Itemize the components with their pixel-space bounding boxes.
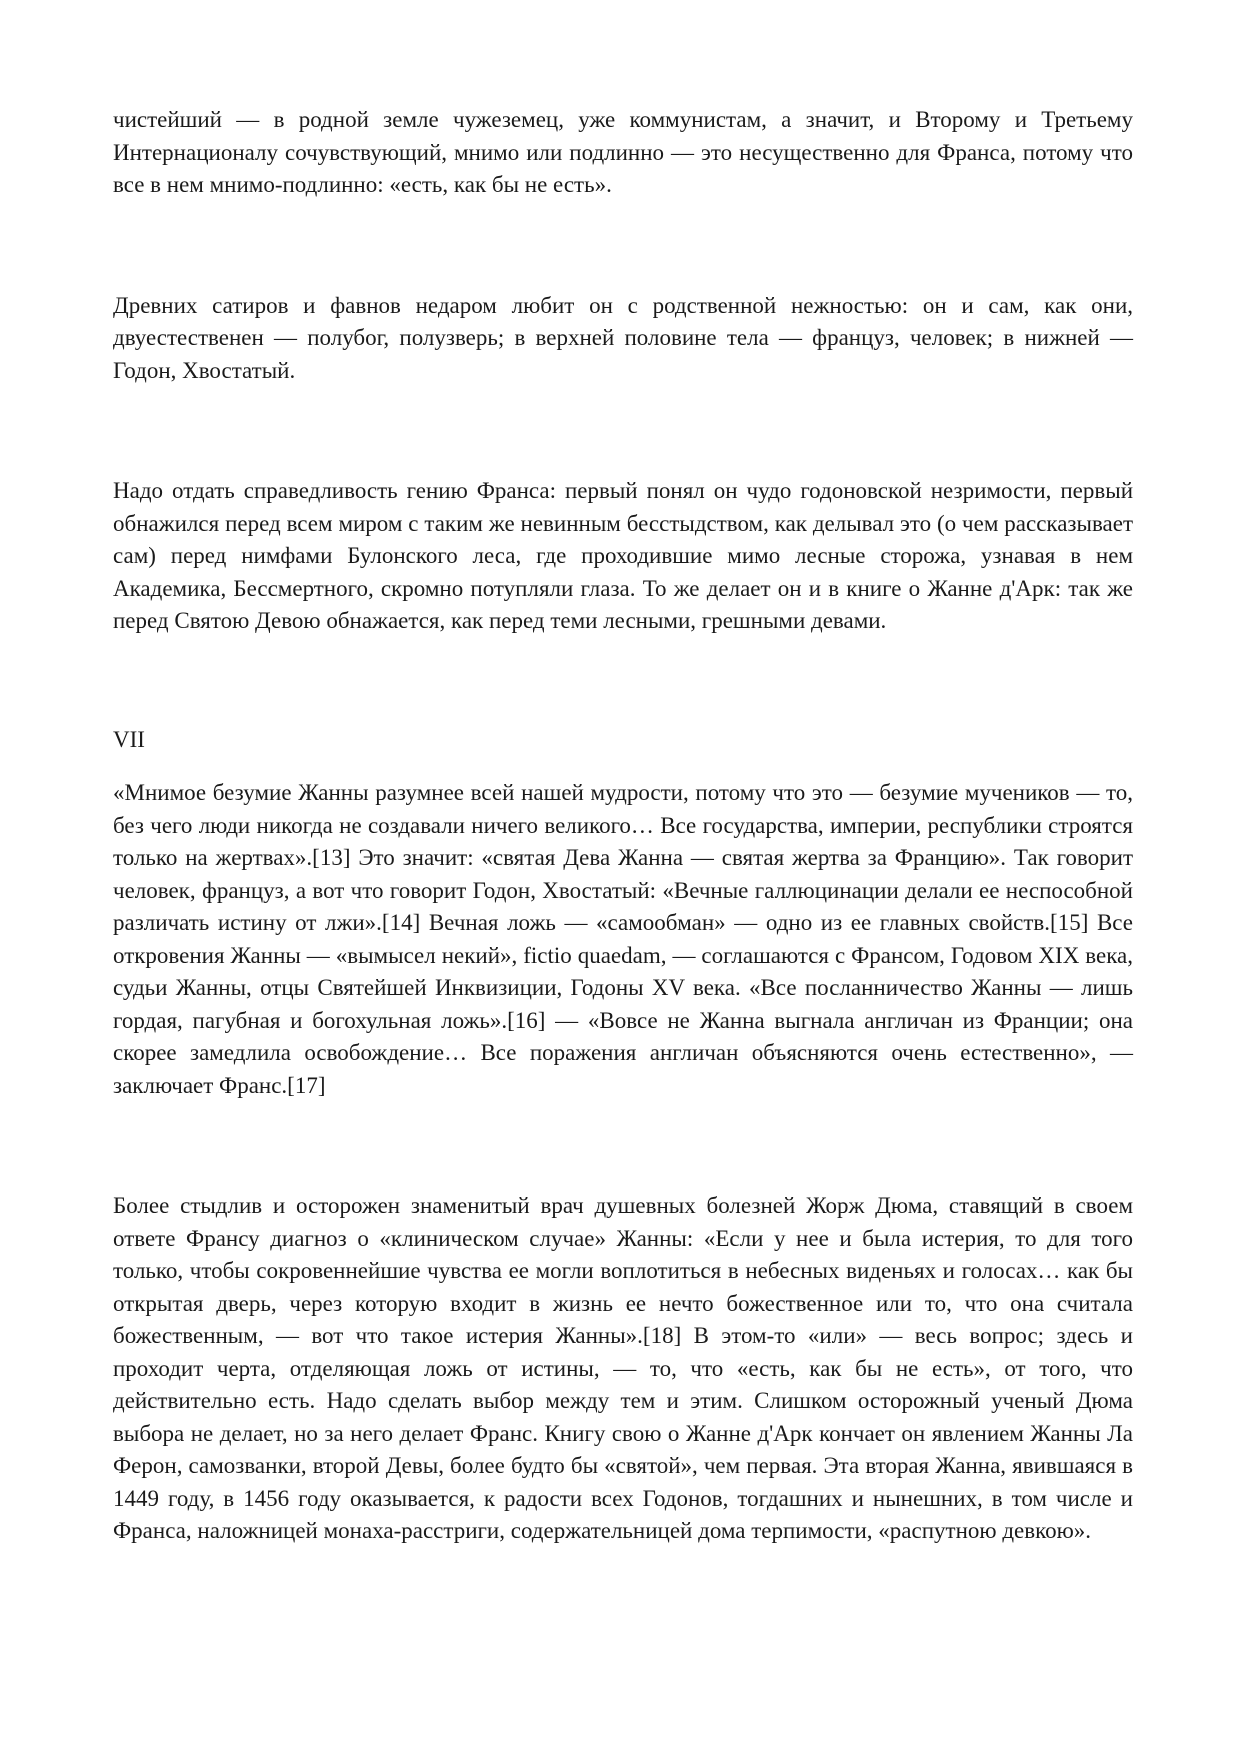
paragraph: чистейший — в родной земле чужеземец, уже коммунистам, а значит, и Второму и Третьему Интернационалу сочувствующий, мнимо или подлинно — это несущественно для Франса, потому что все в нем мнимо-подлинно: «есть, как бы не есть». (113, 107, 1133, 197)
paragraph: Надо отдать справедливость гению Франса: первый понял он чудо годоновской незримости, первый обнажился перед всем миром с таким же невинным бесстыдством, как делывал это (о чем рассказывает сам) перед нимфами Булонского леса, где проходившие мимо лесные сторожа, узнавая в нем Академика, Бессмертного, скромно потупляли глаза. То же делает он и в книге о Жанне д'Арк: так же перед Святою Девою обнажается, как перед теми лесными, грешными девами. (113, 478, 1133, 633)
paragraph: Древних сатиров и фавнов недаром любит он с родственной нежностью: он и сам, как они, двуестественен — полубог, полузверь; в верхней половине тела — француз, человек; в нижней — Годон, Хвостатый. (113, 292, 1133, 383)
document-page (113, 104, 1133, 1548)
paragraph: «Мнимое безумие Жанны разумнее всей нашей мудрости, потому что это — безумие мучеников — то, без чего люди никогда не создавали ничего великого… Все государства, империи, республики строятся только на жертвах».[13] Это значит: «святая Дева Жанна — святая жертва за Францию». Так говорит человек, француз, а вот что говорит Годон, Хвостатый: «Вечные галлюцинации делали ее неспособной различать истину от лжи».[14] Вечная ложь — «самообман» — одно из ее главных свойств.[15] Все откровения Жанны — «вымысел некий», fictio quaedam, — соглашаются с Франсом, Годовом XIX века, судьи Жанны, отцы Святейшей Инквизиции, Годоны XV века. «Все посланничество Жанны — лишь гордая, пагубная и богохульная ложь».[16] — «Вовсе не Жанна выгнала англичан из Франции; она скорее замедлила освобождение… Все поражения англичан объясняются очень естественно», — заключает Франс.[17] (113, 780, 1133, 1098)
paragraph: Более стыдлив и осторожен знаменитый врач душевных болезней Жорж Дюма, ставящий в своем ответе Франсу диагноз о «клиническом случае» Жанны: «Если у нее и была истерия, то для того только, чтобы сокровеннейшие чувства ее могли воплотиться в небесных виденьях и голосах… как бы открытая дверь, через которую входит в жизнь ее нечто божественное или то, что она считала божественным, — вот что такое истерия Жанны».[18] В этом-то «или» — весь вопрос; здесь и проходит черта, отделяющая ложь от истины, — то, что «есть, как бы не есть», от того, что действительно есть. Надо сделать выбор между тем и этим. Слишком осторожный ученый Дюма выбора не делает, но за него делает Франс. Книгу свою о Жанне д'Арк кончает он явлением Жанны Ла Ферон, самозванки, второй Девы, более будто бы «святой», чем первая. Эта вторая Жанна, явившаяся в 1449 году, в 1456 году оказывается, к радости всех Годонов, тогдашних и нынешних, в том числе и Франса, наложницей монаха-расстриги, содержательницей дома терпимости, «распутною девкою». (113, 1193, 1133, 1543)
section-heading: VII (113, 726, 145, 752)
